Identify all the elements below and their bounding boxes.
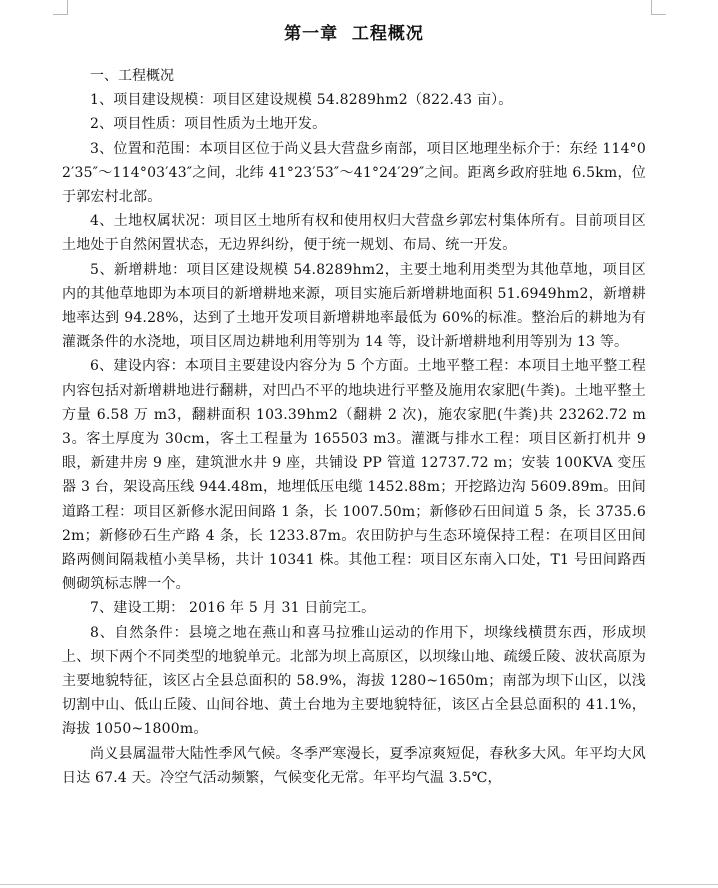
paragraph-construction: 6、建设内容：本项目主要建设内容分为 5 个方面。土地平整工程：本项目土地平整工程内容包括对新增耕地进行翻耕，对凹凸不平的地块进行平整及施用农家肥(牛粪)。土地平整土方量 6.58 万 m3，翻耕面积 103.39hm2（翻耕 2 次)，施农家肥(牛粪)共 23262.72 m3。客土厚度为 30cm，客土工程量为 165503 m3。灌溉与排水工程：项目区新打机井 9 眼，新建井房 9 座，建筑泄水井 9 座，共铺设 PP 管道 12737.72 m；安装 100KVA 变压器 3 台，架设高压线 944.48m，地埋低压电缆 1452.88m；开挖路边沟 5609.89m。田间道路工程：项目区新修水泥田间路 1 条，长 1007.50m；新修砂石田间道 5 条，长 3735.62m；新修砂石生产路 4 条，长 1233.87m。农田防护与生态环境保持工程：在项目区田间路两侧间隔栽植小美旱杨，共计 10341 株。其他工程：项目区东南入口处，T1 号田间路西侧砌筑标志牌一个。 [62,358,646,593]
paragraph-nature: 2、项目性质：项目性质为土地开发。 [90,116,327,133]
page-bottom-rule [0,884,718,885]
paragraph-schedule: 7、建设工期： 2016 年 5 月 31 日前完工。 [90,600,376,617]
paragraph-new-farmland: 5、新增耕地：项目区建设规模 54.8289hm2，主要土地利用类型为其他草地，项目区内的其他草地即为本项目的新增耕地来源，项目实施后新增耕地面积 51.6949hm2，新增耕地率达到 94.28%，达到了土地开发项目新增耕地率最低为 60%的标准。整治后的耕地为有灌溉条件的水浇地，项目区周边耕地利用等别为 14 等，设计新增耕地利用等别为 13 等。 [62,261,646,351]
section-heading: 一、工程概况 [90,68,174,84]
document-page [62,16,646,790]
paragraph-climate: 尚义县属温带大陆性季风气候。冬季严寒漫长，夏季凉爽短促，春秋多大风。年平均大风日达 67.4 天。冷空气活动频繁，气候变化无常。年平均气温 3.5℃， [62,745,646,786]
chapter-title: 第一章 工程概况 [284,24,424,44]
page-corner-mark-left [53,0,68,15]
paragraph-ownership: 4、土地权属状况：项目区土地所有权和使用权归大营盘乡郭宏村集体所有。目前项目区土地处于自然闲置状态，无边界纠纷，便于统一规划、布局、统一开发。 [62,213,646,254]
paragraph-natural-conditions: 8、自然条件：县境之地在燕山和喜马拉雅山运动的作用下，坝缘线横贯东西，形成坝上、坝下两个不同类型的地貌单元。北部为坝上高原区，以坝缘山地、疏缓丘陵、波状高原为主要地貌特征，该区占全县总面积的 58.9%，海拔 1280~1650m；南部为坝下山区，以浅切割中山、低山丘陵、山间谷地、黄土台地为主要地貌特征，该区占全县总面积的 41.1%，海拔 1050~1800m。 [62,624,646,738]
paragraph-location: 3、位置和范围：本项目区位于尚义县大营盘乡南部，项目区地理坐标介于：东经 114°02′35″～114°03′43″之间，北纬 41°23′53″～41°24′29″之间。距离乡政府驻地 6.5km，位于郭宏村北部。 [62,140,646,206]
paragraph-scale: 1、项目建设规模：项目区建设规模 54.8289hm2（822.43 亩）。 [90,92,513,109]
page-corner-mark-right [651,0,666,15]
